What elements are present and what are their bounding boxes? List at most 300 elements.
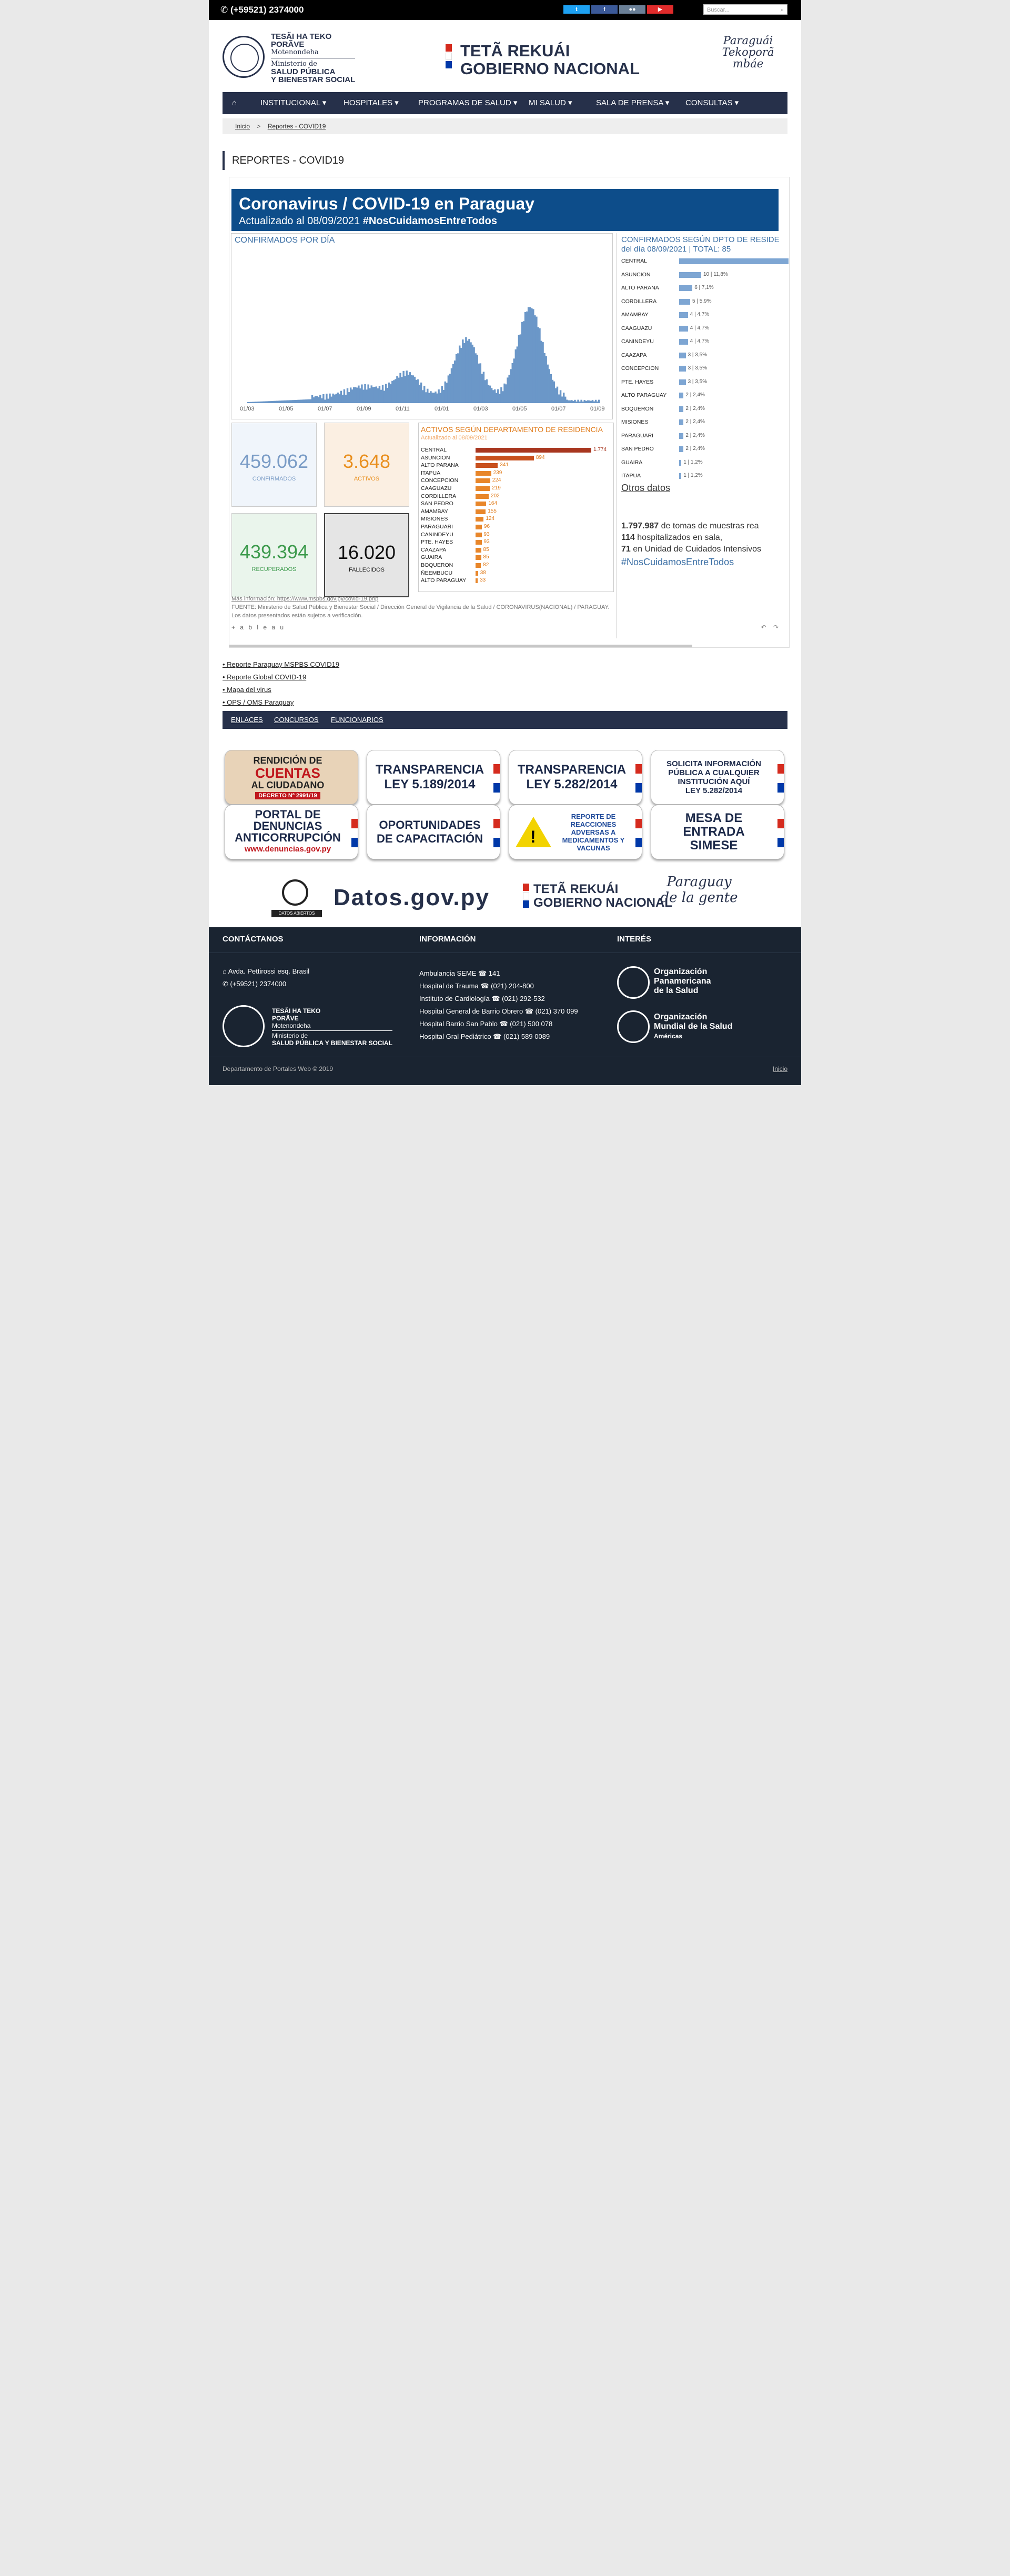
- activos-bar: [476, 548, 481, 553]
- daily-bar: [332, 394, 334, 403]
- daily-bar: [315, 396, 316, 403]
- kpi-activos[interactable]: 3.648 ACTIVOS: [324, 423, 409, 507]
- activos-dept: ALTO PARANA: [421, 462, 459, 469]
- daily-bar: [518, 335, 520, 403]
- daily-bar: [271, 401, 273, 403]
- daily-bar: [456, 354, 457, 403]
- daily-bar: [369, 388, 370, 403]
- back-to-top-link[interactable]: Inicio: [772, 1065, 787, 1073]
- activos-bar: [476, 471, 491, 476]
- banner-reporte-reacciones[interactable]: ! REPORTE DE REACCIONES ADVERSAS A MEDICAMENTOS Y VACUNAS: [509, 805, 642, 859]
- daily-bar: [431, 393, 433, 403]
- link-reporte-paraguay[interactable]: • Reporte Paraguay MSPBS COVID19: [223, 660, 340, 668]
- dpto-value: 6 | 7,1%: [694, 285, 714, 290]
- daily-bar: [358, 386, 359, 403]
- daily-bar: [409, 372, 411, 403]
- ops-logo-icon[interactable]: [617, 966, 650, 999]
- youtube-icon[interactable]: ▶: [647, 5, 673, 14]
- dashboard-scrollbar[interactable]: [229, 645, 692, 647]
- dpto-bar: [679, 446, 683, 452]
- dpto-bar: [679, 419, 683, 425]
- dpto-value: 1 | 1,2%: [683, 473, 703, 478]
- daily-bar: [249, 402, 250, 403]
- daily-bar: [510, 369, 511, 403]
- footer-info-item[interactable]: Instituto de Cardiología ☎ (021) 292-532: [419, 995, 545, 1003]
- daily-bar: [502, 391, 503, 403]
- activos-value: 85: [483, 554, 489, 560]
- activos-by-department-chart[interactable]: [418, 423, 614, 592]
- dpto-subtitle: del día 08/09/2021 | TOTAL: 85: [621, 245, 731, 254]
- daily-bar: [478, 364, 480, 403]
- dpto-bar: [679, 299, 690, 305]
- oms-logo-text[interactable]: Organización Mundial de la Salud Américas: [654, 1013, 733, 1040]
- search-icon[interactable]: ⌕: [780, 7, 784, 13]
- nav-institucional[interactable]: INSTITUCIONAL ▾: [260, 98, 327, 107]
- daily-bar: [542, 342, 543, 403]
- daily-bar: [265, 402, 267, 404]
- twitter-icon[interactable]: t: [563, 5, 590, 14]
- daily-bar: [390, 384, 391, 403]
- daily-bar: [313, 397, 315, 403]
- daily-bar: [416, 380, 417, 403]
- tab-concursos[interactable]: CONCURSOS: [274, 716, 319, 724]
- dpto-dept: GUAIRA: [621, 459, 643, 466]
- dpto-dept: ALTO PARAGUAY: [621, 392, 667, 398]
- daily-bar: [454, 360, 456, 403]
- daily-bar: [257, 402, 258, 403]
- daily-bar: [404, 376, 406, 403]
- daily-bar: [334, 395, 335, 403]
- daily-bar: [582, 402, 584, 403]
- daily-bar: [310, 399, 311, 403]
- daily-bar: [507, 377, 508, 403]
- otros-datos-title: Otros datos: [621, 483, 671, 493]
- daily-bar: [318, 397, 319, 403]
- activos-bar-row: [421, 538, 610, 546]
- daily-bar: [423, 386, 425, 403]
- kpi-fallecidos[interactable]: 16.020 FALLECIDOS: [324, 513, 409, 597]
- nav-hospitales[interactable]: HOSPITALES ▾: [344, 98, 399, 107]
- daily-bar: [553, 382, 555, 403]
- dpto-bar-row: [621, 432, 789, 439]
- dpto-bar: [679, 285, 692, 291]
- daily-bar: [411, 375, 412, 403]
- banner-oportunidades-capacitacion[interactable]: OPORTUNIDADES DE CAPACITACIÓN: [367, 805, 500, 859]
- nav-consultas[interactable]: CONSULTAS ▾: [685, 98, 739, 107]
- activos-bars: [419, 446, 613, 588]
- daily-bar: [321, 398, 322, 403]
- nav-programas-de-salud[interactable]: PROGRAMAS DE SALUD ▾: [418, 98, 518, 107]
- daily-bar: [457, 353, 459, 403]
- daily-bar: [326, 394, 327, 403]
- daily-bar: [499, 394, 500, 403]
- daily-bar: [569, 400, 571, 403]
- dpto-bar: [679, 339, 688, 345]
- activos-bar: [476, 517, 483, 522]
- daily-bar: [281, 400, 282, 403]
- daily-bar: [408, 375, 409, 403]
- enlaces-bar: [223, 711, 787, 729]
- daily-bar: [534, 315, 536, 403]
- daily-bar: [414, 377, 416, 403]
- activos-bar: [476, 509, 486, 514]
- daily-bar: [295, 400, 297, 403]
- date-tick: 01/05: [279, 406, 294, 412]
- dpto-dept: PARAGUARI: [621, 432, 654, 439]
- daily-bar: [489, 386, 491, 403]
- kpi-recuperados[interactable]: 439.394 RECUPERADOS: [231, 513, 317, 597]
- daily-bar: [571, 400, 572, 403]
- daily-bar: [427, 389, 428, 403]
- daily-bar: [550, 374, 552, 403]
- daily-bar: [598, 400, 600, 403]
- daily-bar: [290, 400, 292, 403]
- date-tick: 01/05: [512, 406, 527, 412]
- activos-dept: CAAZAPA: [421, 546, 447, 553]
- dpto-dept: CORDILLERA: [621, 298, 657, 305]
- link-ops-oms[interactable]: • OPS / OMS Paraguay: [223, 698, 294, 706]
- footer-info-item[interactable]: Ambulancia SEME ☎ 141: [419, 969, 500, 977]
- date-tick: 01/09: [590, 406, 605, 412]
- daily-bar: [443, 390, 445, 403]
- daily-bar: [520, 334, 521, 403]
- activos-bar-row: [421, 562, 610, 569]
- dpto-dept: ALTO PARANA: [621, 285, 659, 291]
- dpto-dept: SAN PEDRO: [621, 446, 654, 452]
- daily-bar: [460, 348, 462, 403]
- daily-bar: [422, 390, 423, 403]
- daily-bar: [297, 400, 298, 403]
- dashboard-title: Coronavirus / COVID-19 en Paraguay: [239, 194, 534, 213]
- top-bar: [209, 0, 801, 20]
- daily-bar: [584, 400, 585, 403]
- footer-phone[interactable]: ✆ (+59521) 2374000: [223, 980, 287, 988]
- dashboard-header: [231, 189, 779, 231]
- dpto-bar: [679, 312, 688, 318]
- daily-bar: [481, 374, 483, 403]
- dpto-confirmed-panel[interactable]: [617, 233, 789, 638]
- daily-bar: [459, 346, 460, 403]
- dpto-value: 4 | 4,7%: [690, 338, 710, 344]
- daily-bar: [539, 328, 540, 403]
- footer-info-item[interactable]: Hospital General de Barrio Obrero ☎ (021) 370 099: [419, 1007, 578, 1015]
- daily-bar: [425, 392, 427, 403]
- dpto-bar-row: [621, 418, 789, 426]
- daily-bar: [560, 390, 561, 403]
- datos-abiertos-banner[interactable]: [270, 871, 739, 924]
- daily-bar: [298, 400, 300, 403]
- activos-value: 219: [492, 485, 501, 491]
- flickr-icon[interactable]: ●●: [619, 5, 645, 14]
- tableau-logo[interactable]: + a b l e a u: [231, 624, 286, 631]
- footer-info-item[interactable]: Hospital Gral Pediátrico ☎ (021) 589 0089: [419, 1033, 550, 1040]
- daily-bar: [377, 388, 379, 403]
- daily-bar: [348, 392, 350, 403]
- dpto-bar-row: [621, 271, 789, 278]
- date-tick: 01/03: [240, 406, 255, 412]
- activos-dept: GUAIRA: [421, 554, 442, 561]
- activos-bar-row: [421, 515, 610, 523]
- daily-bar: [574, 400, 575, 403]
- activos-bar-row: [421, 462, 610, 469]
- dpto-value: 2 | 2,4%: [685, 405, 705, 412]
- activos-bar-row: [421, 446, 610, 454]
- banner-rendicion-cuentas[interactable]: RENDICIÓN DE CUENTAS AL CIUDADANO DECRETO Nº 2991/19: [225, 750, 358, 805]
- dpto-bar-row: [621, 284, 789, 292]
- daily-bar: [362, 389, 364, 403]
- activos-value: 85: [483, 546, 489, 553]
- daily-bar: [480, 363, 481, 403]
- daily-bar: [496, 393, 497, 403]
- daily-bar: [401, 377, 402, 403]
- daily-bar: [575, 402, 577, 403]
- daily-bar: [524, 312, 526, 403]
- phone-number[interactable]: ✆ (+59521) 2374000: [220, 5, 304, 15]
- dpto-bars: [617, 257, 789, 489]
- daily-bar: [356, 388, 358, 403]
- daily-bar: [387, 388, 388, 403]
- banner-transparencia-5282[interactable]: TRANSPARENCIA LEY 5.282/2014: [509, 750, 642, 805]
- paraguay-de-la-gente-logo: Paraguay de la gente: [660, 874, 738, 906]
- daily-bar: [547, 365, 549, 403]
- daily-bar: [563, 393, 564, 403]
- activos-bar: [476, 563, 481, 568]
- dpto-dept: PTE. HAYES: [621, 378, 654, 385]
- dpto-dept: CAAGUAZU: [621, 325, 652, 332]
- daily-bar: [494, 389, 496, 403]
- daily-bar: [344, 389, 345, 403]
- daily-confirmed-chart[interactable]: [231, 233, 613, 419]
- daily-bar: [526, 312, 528, 403]
- activos-bar-row: [421, 554, 610, 561]
- daily-bar: [351, 389, 353, 403]
- dpto-bar: [679, 393, 683, 398]
- ministry-seal-logo-footer: [223, 1005, 265, 1047]
- daily-bar: [300, 400, 302, 404]
- daily-bar: [468, 339, 470, 403]
- footer-address: ⌂ Avda. Pettirossi esq. Brasil: [223, 967, 310, 975]
- dpto-bar-row: [621, 325, 789, 332]
- activos-dept: BOQUERON: [421, 562, 453, 568]
- activos-bar: [476, 448, 591, 453]
- activos-value: 224: [492, 477, 501, 484]
- banner-solicita-informacion[interactable]: SOLICITA INFORMACIÓN PÚBLICA A CUALQUIER INSTITUCIÓN AQUÍ LEY 5.282/2014: [651, 750, 784, 805]
- daily-bar: [441, 386, 443, 403]
- daily-bar: [512, 363, 513, 403]
- daily-bar: [294, 400, 295, 403]
- search-input[interactable]: Buscar... ⌕: [703, 4, 787, 15]
- link-mapa-virus[interactable]: • Mapa del virus: [223, 686, 271, 694]
- daily-bar: [439, 393, 441, 403]
- home-icon[interactable]: ⌂: [232, 98, 237, 107]
- daily-bar: [273, 401, 275, 403]
- daily-bar: [383, 390, 385, 403]
- daily-bar: [536, 317, 537, 403]
- daily-bar: [500, 387, 502, 403]
- daily-bar: [371, 385, 372, 403]
- activos-bar: [476, 578, 478, 583]
- dpto-bar-row: [621, 338, 789, 345]
- daily-bar: [380, 390, 382, 403]
- footer-contactanos-title: CONTÁCTANOS: [223, 935, 284, 944]
- date-tick: 01/01: [435, 406, 449, 412]
- redo-icon[interactable]: ↷: [773, 624, 779, 631]
- daily-bar: [254, 402, 255, 403]
- daily-bar: [555, 388, 557, 403]
- daily-bar: [452, 364, 454, 403]
- activos-value: 164: [488, 500, 498, 507]
- activos-dept: PTE. HAYES: [421, 539, 453, 546]
- daily-bar: [406, 370, 408, 403]
- dashboard-updated: Actualizado al 08/09/2021 #NosCuidamosEntreTodos: [239, 215, 497, 227]
- daily-bar: [382, 385, 383, 403]
- breadcrumb-current[interactable]: Reportes - COVID19: [267, 123, 326, 130]
- daily-bar: [261, 402, 263, 403]
- banner-transparencia-5189[interactable]: TRANSPARENCIA LEY 5.189/2014: [367, 750, 500, 805]
- dpto-bar: [679, 258, 789, 264]
- daily-bar: [339, 394, 340, 403]
- dpto-value: 2 | 2,4%: [685, 446, 705, 452]
- daily-bar: [589, 400, 590, 403]
- daily-bar: [305, 399, 307, 403]
- date-tick: 01/07: [318, 406, 332, 412]
- daily-bar: [366, 389, 367, 403]
- dpto-bar-row: [621, 257, 789, 265]
- chart-title: CONFIRMADOS POR DÍA: [235, 236, 335, 245]
- activos-dept: ASUNCION: [421, 454, 450, 461]
- daily-bar: [449, 374, 451, 403]
- undo-icon[interactable]: ↶: [761, 624, 766, 631]
- covid-dashboard[interactable]: [229, 177, 790, 648]
- dpto-bar-row: [621, 392, 789, 399]
- dpto-bar-row: [621, 445, 789, 453]
- daily-bar: [367, 385, 369, 403]
- nav-sala-de-prensa[interactable]: SALA DE PRENSA ▾: [596, 98, 670, 107]
- daily-bar: [473, 347, 474, 403]
- daily-bar: [558, 395, 560, 403]
- tab-funcionarios[interactable]: FUNCIONARIOS: [331, 716, 383, 724]
- nav-mi-salud[interactable]: MI SALUD ▾: [529, 98, 572, 107]
- daily-bar: [316, 396, 318, 403]
- datos-gov-py-logo: Datos.gov.py: [334, 885, 490, 910]
- daily-bar: [292, 400, 294, 403]
- covid-links-list: [223, 658, 339, 709]
- activos-dept: SAN PEDRO: [421, 500, 453, 507]
- activos-bar: [476, 478, 490, 483]
- daily-bar: [572, 401, 574, 403]
- activos-bar: [476, 463, 498, 468]
- activos-bar: [476, 486, 490, 491]
- daily-bar: [474, 353, 476, 403]
- dpto-value: 2 | 2,4%: [685, 419, 705, 425]
- activos-value: 93: [483, 531, 490, 537]
- daily-bar: [276, 401, 278, 403]
- dpto-bar-row: [621, 405, 789, 413]
- dpto-dept: CANINDEYU: [621, 338, 654, 345]
- daily-bar: [287, 400, 289, 403]
- daily-bar: [282, 400, 284, 403]
- daily-bar: [402, 371, 404, 403]
- breadcrumb-home[interactable]: Inicio: [235, 123, 250, 130]
- footer-info-item[interactable]: Hospital Barrio San Pablo ☎ (021) 500 078: [419, 1020, 553, 1028]
- dpto-bar: [679, 366, 686, 372]
- banner-mesa-entrada-simese[interactable]: MESA DE ENTRADA SIMESE: [651, 805, 784, 859]
- slogan-logo: Paraguái Tekoporã mbáe: [722, 34, 774, 70]
- tab-enlaces[interactable]: ENLACES: [231, 716, 263, 724]
- daily-bar: [278, 400, 279, 403]
- activos-chart-title: ACTIVOS SEGÚN DEPARTAMENTO DE RESIDENCIA: [421, 425, 603, 434]
- daily-bar: [329, 394, 330, 403]
- dpto-value: 2 | 2,4%: [685, 392, 705, 398]
- ministry-seal-logo[interactable]: [223, 36, 265, 78]
- daily-bar: [492, 390, 494, 403]
- dpto-value: 1 | 1,2%: [683, 459, 703, 465]
- activos-value: 33: [480, 577, 486, 584]
- daily-bar: [268, 401, 270, 403]
- activos-value: 202: [491, 493, 500, 499]
- daily-bar: [529, 307, 531, 403]
- banner-portal-denuncias[interactable]: PORTAL DE DENUNCIAS ANTICORRUPCIÓN www.denuncias.gov.py: [225, 805, 358, 859]
- daily-bar: [255, 402, 257, 403]
- daily-bar: [340, 391, 342, 403]
- daily-bar: [462, 339, 463, 403]
- daily-bar: [398, 378, 399, 403]
- daily-bar: [483, 372, 484, 403]
- activos-bar-row: [421, 454, 610, 462]
- daily-bar: [376, 386, 377, 403]
- daily-bar: [508, 375, 510, 403]
- ministry-logo-text[interactable]: TESÃI HA TEKO PORÃVE Motenondeha Ministerio de SALUD PÚBLICA Y BIENESTAR SOCIAL: [271, 32, 356, 84]
- daily-bar: [531, 308, 532, 403]
- dpto-bar-row: [621, 298, 789, 305]
- activos-bar: [476, 555, 481, 560]
- daily-bar: [361, 385, 362, 403]
- daily-bar: [592, 400, 593, 403]
- footer-info-item[interactable]: Hospital de Trauma ☎ (021) 204-800: [419, 982, 534, 990]
- ops-logo-text[interactable]: Organización Panamericana de la Salud: [654, 967, 711, 995]
- daily-bar: [470, 342, 471, 403]
- daily-bar: [379, 386, 380, 403]
- dpto-value: 4 | 4,7%: [690, 325, 710, 331]
- activos-bar-row: [421, 577, 610, 584]
- facebook-icon[interactable]: f: [591, 5, 618, 14]
- dashboard-nav-arrows[interactable]: [761, 624, 779, 631]
- daily-bar: [568, 400, 569, 403]
- daily-bar: [388, 383, 390, 403]
- daily-bar: [579, 402, 580, 403]
- dpto-value: 3 | 3,5%: [688, 365, 708, 371]
- daily-bar: [252, 402, 254, 403]
- main-navigation: [223, 92, 787, 114]
- link-reporte-global[interactable]: • Reporte Global COVID-19: [223, 673, 307, 681]
- dpto-value: 10 | 11,8%: [703, 271, 728, 277]
- date-tick: 01/09: [357, 406, 371, 412]
- daily-bar: [327, 399, 329, 403]
- activos-dept: CENTRAL: [421, 447, 447, 453]
- daily-bar: [322, 394, 324, 403]
- daily-bar: [491, 388, 492, 403]
- activos-value: 1.774: [593, 447, 607, 453]
- activos-value: 239: [493, 469, 502, 476]
- activos-bar-row: [421, 508, 610, 515]
- daily-bar: [385, 384, 387, 403]
- activos-chart-subtitle: Actualizado al 08/09/2021: [421, 435, 488, 441]
- kpi-confirmados[interactable]: 459.062 CONFIRMADOS: [231, 423, 317, 507]
- oms-logo-icon[interactable]: [617, 1010, 650, 1043]
- dpto-bar: [679, 353, 686, 358]
- activos-dept: CAAGUAZU: [421, 485, 452, 492]
- dpto-value: 3 | 3,5%: [688, 352, 708, 358]
